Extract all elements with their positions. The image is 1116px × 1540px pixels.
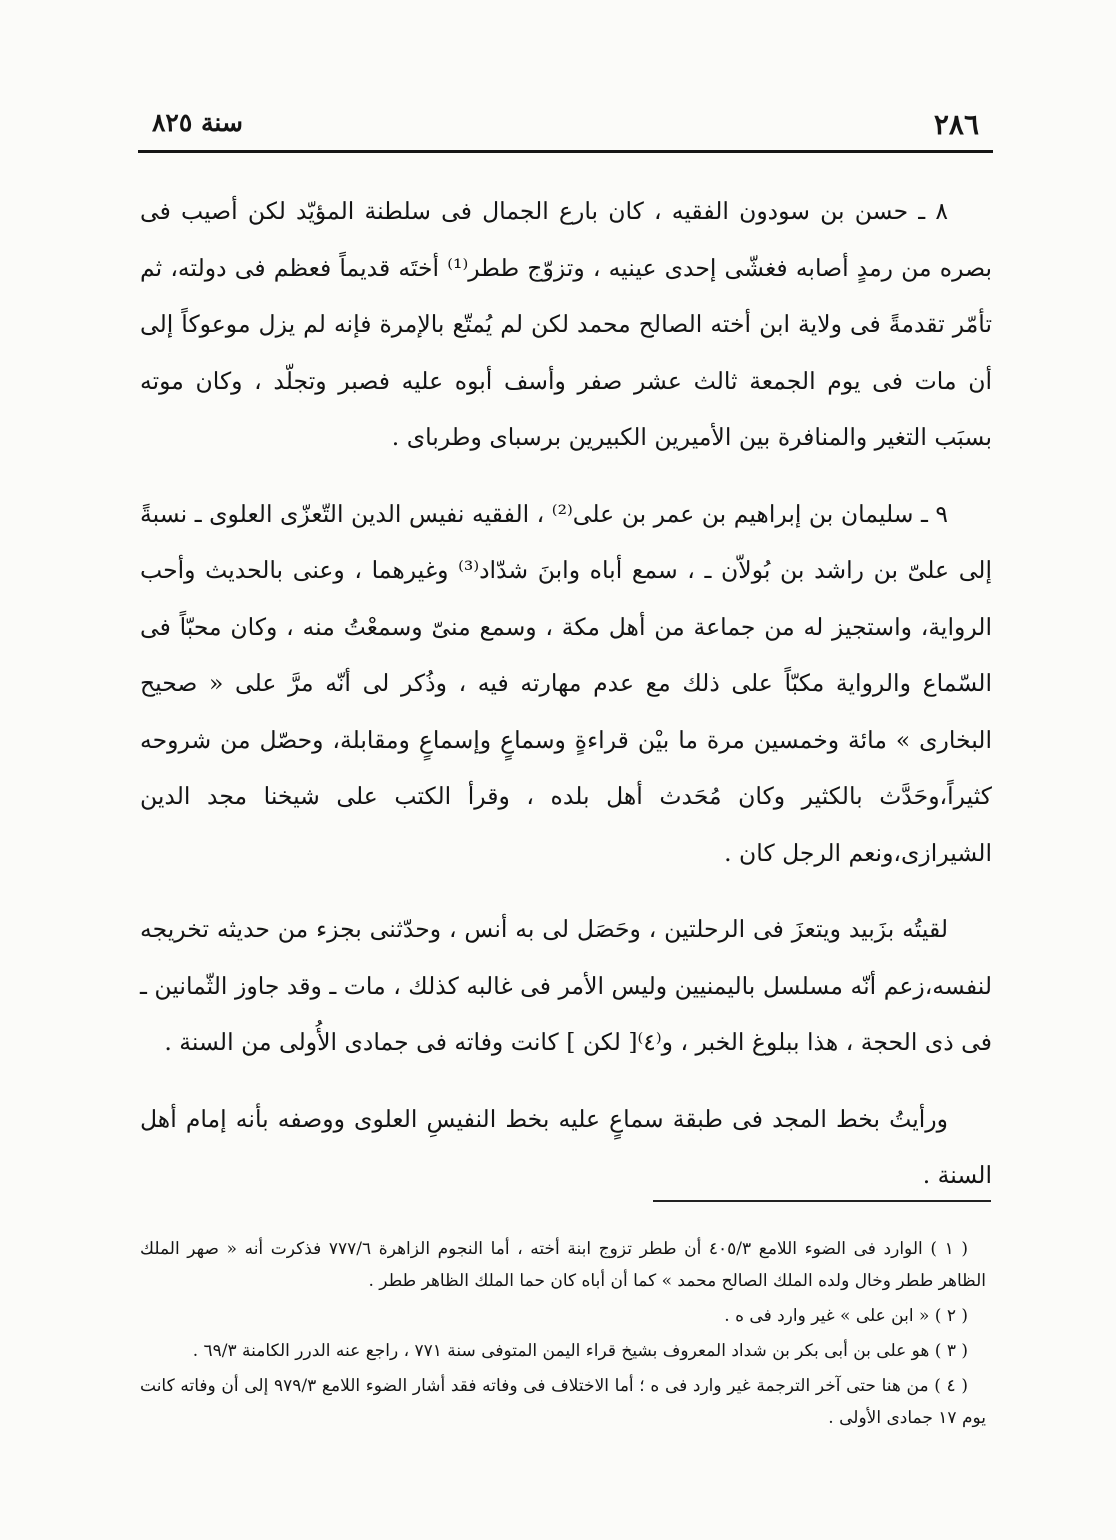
footnote-2: ( ٢ ) « ابن على » غير وارد فى ه . [724, 1306, 968, 1326]
footnote-divider [653, 1200, 991, 1202]
entry-paragraph-8: ٨ ـ حسن بن سودون الفقيه ، كان بارع الجمال فى سلطنة المؤيّد لكن أصيب فى بصره من رمدٍ أصابه فغشّى إحدى عينيه ، وتزوّج ططر⁽¹⁾ أختَه قديماً فعظم فى دولته، ثم تأمّر تقدمةً فى ولاية ابن أخته الصالح محمد لكن لم يُمتّع بالإمرة فإنه لم يزل موعوكاً إلى أن مات فى يوم الجمعة ثالث عشر صفر وأسف أبوه عليه فصبر وتجلّد ، وكان موته بسبَب التغير والمنافرة بين الأميرين الكبيرين برسباى وطرباى . [140, 197, 992, 451]
footnote-4: ( ٤ ) من هنا حتى آخر الترجمة غير وارد فى ه ؛ أما الاختلاف فى وفاته فقد أشار الضوء اللامع ٩٧٩/٣ إلى أن وفاته كانت يوم ١٧ جمادى الأولى . [140, 1376, 986, 1428]
main-text [140, 183, 992, 1204]
footnote-3: ( ٣ ) هو على بن أبى بكر بن شداد المعروف بشيخ قراء اليمن المتوفى سنة ٧٧١ ، راجع عنه الدرر الكامنة ٦٩/٣ . [192, 1341, 968, 1361]
running-head-year: سنة ٨٢٥ [152, 108, 243, 137]
footnote-1: ( ١ ) الوارد فى الضوء اللامع ٤٠٥/٣ أن ططر تزوج ابنة أخته ، أما النجوم الزاهرة ٧٧٧/٦ فذكرت أنه « صهر الملك الظاهر ططر وخال ولده الملك الصالح محمد » كما أن أباه كان حما الملك الظاهر ططر . [140, 1239, 986, 1291]
entry-paragraph-9-note: ورأيتُ بخط المجد فى طبقة سماعٍ عليه بخط النفيسِ العلوى ووصفه بأنه إمام أهل السنة . [140, 1104, 992, 1189]
entry-paragraph-9: ٩ ـ سليمان بن إبراهيم بن عمر بن على⁽²⁾ ، الفقيه نفيس الدين التّعزّى العلوى ـ نسبةً إلى علىّ بن راشد بن بُولاّن ـ ، سمع أباه وابنَ شدّاد⁽³⁾ وغيرهما ، وعنى بالحديث وأحب الرواية، واستجيز له من جماعة من أهل مكة ، وسمع منىّ وسمعْتُ منه ، وكان محبّاً فى السّماع والرواية مكبّاً على ذلك مع عدم مهارته فيه ، وذُكر لى أنّه مرَّ على « صحيح البخارى » مائة وخمسين مرة ما بيْن قراءةٍ وسماعٍ وإسماعٍ ومقابلة، وحصّل من شروحه كثيراً،وحَدَّث بالكثير وكان مُحَدث أهل بلده ، وقرأ الكتب على شيخنا مجد الدين الشيرازى،ونعم الرجل كان . [140, 499, 992, 867]
entry-paragraph-9-continued: لقيتُه بزَبيد ويتعزَ فى الرحلتين ، وحَصَل لى به أنس ، وحدّثنى بجزء من حديثه تخريجه لنفسه،زعم أنّه مسلسل باليمنيين وليس الأمر فى غالبه كذلك ، مات ـ وقد جاوز الثّمانين ـ فى ذى الحجة ، هذا ببلوغ الخبر ، و⁽٤⁾[ لكن ] كانت وفاته فى جمادى الأُولى من السنة . [140, 915, 992, 1056]
page-number: ٢٨٦ [933, 108, 979, 141]
footnotes [140, 1233, 986, 1437]
page-header [138, 110, 993, 153]
